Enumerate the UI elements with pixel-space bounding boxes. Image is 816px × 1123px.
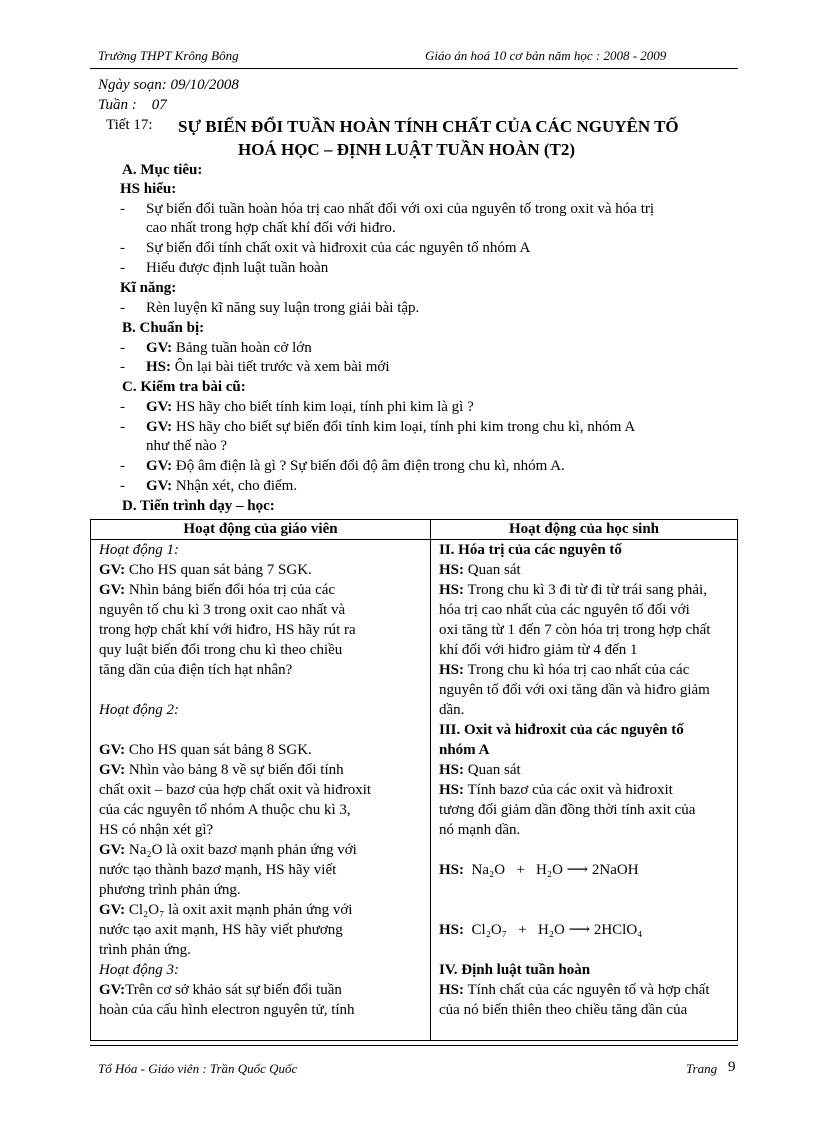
student-line (439, 720, 684, 740)
review-text: HS hãy cho biết sự biến đổi tính kim loại, tính phi kim trong chu kì, nhóm A (175, 419, 636, 435)
teacher-line (99, 780, 371, 800)
objective-2: Sự biến đổi tính chất oxit và hiđroxit của các nguyên tố nhóm A (146, 240, 531, 256)
line-text: Cl₂O₇ là oxit axit mạnh phản ứng với (125, 902, 353, 918)
hs-label: HS: (146, 359, 172, 375)
teacher-line (99, 880, 241, 900)
line-text: Nhìn bảng biến đổi hóa trị của các (125, 582, 336, 598)
student-line (439, 640, 638, 660)
teacher-line (99, 580, 335, 600)
teacher-line (99, 900, 352, 920)
title-line-2: HOÁ HỌC – ĐỊNH LUẬT TUẦN HOÀN (T2) (238, 140, 576, 159)
prep-hs (146, 359, 390, 376)
line-text: tương đối giảm dần đồng thời tính axit của (439, 802, 696, 818)
bold-text: GV: (99, 982, 126, 998)
student-line (439, 980, 710, 1000)
ki-nang: Kĩ năng: (120, 280, 177, 296)
gv-label: GV: (146, 458, 173, 474)
gv-label: GV: (146, 419, 173, 435)
teacher-line (99, 940, 191, 960)
objective-1a: Sự biến đổi tuần hoàn hóa trị cao nhất đối với oxi của nguyên tố trong oxit và hóa trị (146, 201, 655, 217)
teacher-line (99, 860, 336, 880)
line-text: của nó biến thiên theo chiều tăng dần của (439, 1002, 688, 1018)
week (98, 97, 167, 114)
line-text: Cho HS quan sát bảng 7 SGK. (125, 562, 312, 578)
teacher-line (99, 980, 342, 1000)
line-text: phương trình phản ứng. (99, 882, 241, 898)
dash: - (120, 478, 125, 494)
student-line (439, 580, 707, 600)
objective-3: Hiểu được định luật tuần hoàn (146, 260, 329, 276)
header-rule (90, 68, 738, 69)
student-line (439, 560, 521, 580)
review-text: HS hãy cho biết tính kim loại, tính phi kim là gì ? (175, 399, 474, 415)
student-line (439, 820, 520, 840)
hs-label: HS: (439, 582, 465, 598)
teacher-line (99, 600, 345, 620)
bold-text: GV: (99, 582, 126, 598)
activity-table (90, 519, 738, 1041)
line-text: oxi tăng từ 1 đến 7 còn hóa trị trong hợp chất (439, 622, 711, 638)
footer-teacher: Tổ Hóa - Giáo viên : Trần Quốc Quốc (98, 1061, 298, 1076)
student-line (439, 960, 590, 980)
gv-label: GV: (146, 340, 173, 356)
line-text: Cl₂O₇ + H₂O ⟶ 2HClO₄ (464, 922, 643, 938)
page-number: 9 (728, 1059, 736, 1075)
header-course: Giáo án hoá 10 cơ bản năm học : 2008 - 2009 (425, 48, 667, 63)
dash: - (120, 340, 125, 356)
line-text: HS có nhận xét gì? (99, 822, 214, 838)
dash: - (120, 419, 125, 435)
student-line (439, 600, 690, 620)
bold-text: GV: (99, 842, 126, 858)
line-text: Trong chu kì hóa trị cao nhất của các (464, 662, 690, 678)
line-text: tăng dần của điện tích hạt nhân? (99, 662, 293, 678)
teacher-line (99, 760, 344, 780)
line-text: Na₂O + H₂O ⟶ 2NaOH (464, 862, 639, 878)
student-line (439, 680, 710, 700)
hs-hieu: HS hiểu: (120, 181, 177, 197)
student-line (439, 760, 521, 780)
bold-text: GV: (99, 562, 126, 578)
teacher-line (99, 840, 357, 860)
dash: - (120, 399, 125, 415)
teacher-line (99, 700, 179, 720)
week-label: Tuần : (98, 97, 137, 113)
review-2 (146, 419, 635, 436)
student-line (439, 660, 689, 680)
line-text: Cho HS quan sát bảng 8 SGK. (125, 742, 312, 758)
teacher-line (99, 960, 179, 980)
bold-text: IV. Định luật tuần hoàn (439, 962, 591, 978)
teacher-line (99, 800, 351, 820)
review-text: Độ âm điện là gì ? Sự biến đổi độ âm điện trong chu kì, nhóm A. (175, 458, 565, 474)
line-text: dần. (439, 702, 465, 718)
teacher-line (99, 820, 213, 840)
line-text: nước tạo thành bazơ mạnh, HS hãy viết (99, 862, 337, 878)
bold-text: GV: (99, 762, 126, 778)
line-text: hoàn của cấu hình electron nguyên tử, tính (99, 1002, 355, 1018)
student-line (439, 620, 710, 640)
student-line (439, 700, 464, 720)
line-text: Quan sát (464, 562, 521, 578)
dash: - (120, 359, 125, 375)
review-1 (146, 399, 474, 416)
line-text: Tính bazơ của các oxit và hiđroxit (464, 782, 673, 798)
line-text: khí đối với hiđro giảm từ 4 đến 1 (439, 642, 638, 658)
line-text: Tính chất của các nguyên tố và hợp chất (464, 982, 710, 998)
header-school: Trường THPT Krông Bông (98, 48, 239, 63)
section-b: B. Chuẩn bị: (122, 320, 205, 336)
bold-text: II. Hóa trị của các nguyên tố (439, 542, 622, 558)
section-c: C. Kiểm tra bài cũ: (122, 379, 246, 395)
teacher-line (99, 660, 292, 680)
student-line (439, 540, 622, 560)
student-line (439, 800, 695, 820)
student-line (439, 1000, 687, 1020)
hs-label: HS: (439, 862, 465, 878)
teacher-line (99, 560, 312, 580)
dash: - (120, 458, 125, 474)
teacher-cell (91, 540, 431, 1041)
teacher-line (99, 920, 343, 940)
teacher-line (99, 1000, 355, 1020)
gv-label: GV: (146, 478, 173, 494)
title-line-1: SỰ BIẾN ĐỔI TUẦN HOÀN TÍNH CHẤT CỦA CÁC NGUYÊN TỐ (178, 117, 679, 136)
teacher-line (99, 640, 342, 660)
dash: - (120, 240, 125, 256)
prep-date: Ngày soạn: 09/10/2008 (98, 77, 239, 93)
line-text: Quan sát (464, 762, 521, 778)
teacher-line (99, 540, 179, 560)
line-text: Nhìn vào bảng 8 về sự biến đổi tính (125, 762, 344, 778)
student-line (439, 860, 639, 880)
line-text: trong hợp chất khí với hiđro, HS hãy rút ra (99, 622, 356, 638)
hs-label: HS: (439, 782, 465, 798)
line-text: quy luật biến đổi trong chu kì theo chiều (99, 642, 343, 658)
line-text: hóa trị cao nhất của các nguyên tố đối với (439, 602, 690, 618)
section-d: D. Tiến trình dạy – học: (122, 498, 275, 514)
review-4 (146, 478, 297, 495)
col-student: Hoạt động của học sinh (431, 520, 738, 540)
activity-heading: Hoạt động 1: (99, 542, 179, 558)
activity-heading: Hoạt động 2: (99, 702, 179, 718)
section-a: A. Mục tiêu: (122, 162, 203, 178)
bold-text: GV: (99, 742, 126, 758)
hs-label: HS: (439, 662, 465, 678)
footer-rule (90, 1045, 738, 1046)
review-2b: như thế nào ? (146, 438, 228, 454)
line-text: nguyên tố chu kì 3 trong oxit cao nhất và (99, 602, 346, 618)
line-text: của các nguyên tố nhóm A thuộc chu kì 3, (99, 802, 351, 818)
bold-text: III. Oxit và hiđroxit của các nguyên tố (439, 722, 684, 738)
line-text: Na₂O là oxit bazơ mạnh phản ứng với (125, 842, 357, 858)
student-line (439, 780, 673, 800)
student-line (439, 740, 489, 760)
line-text: Trong chu kì 3 đi từ đi từ trái sang phải, (464, 582, 707, 598)
student-line (439, 920, 642, 940)
dash: - (120, 300, 125, 316)
review-3 (146, 458, 565, 475)
lesson-number: Tiết 17: (106, 117, 153, 133)
hs-label: HS: (439, 982, 465, 998)
prep-hs-text: Ôn lại bài tiết trước và xem bài mới (174, 359, 390, 375)
prep-gv-text: Bảng tuần hoàn cở lớn (175, 340, 312, 356)
objective-1b: cao nhất trong hợp chất khí đối với hiđro. (146, 220, 396, 236)
teacher-line (99, 740, 312, 760)
gv-label: GV: (146, 399, 173, 415)
col-teacher: Hoạt động của giáo viên (91, 520, 431, 540)
line-text: nó mạnh dần. (439, 822, 521, 838)
bold-text: GV: (99, 902, 126, 918)
student-cell (431, 540, 738, 1041)
line-text: Trên cơ sở khảo sát sự biến đổi tuần (125, 982, 342, 998)
hs-label: HS: (439, 762, 465, 778)
dash: - (120, 201, 125, 217)
activity-heading: Hoạt động 3: (99, 962, 179, 978)
bold-text: nhóm A (439, 742, 490, 758)
hs-label: HS: (439, 562, 465, 578)
week-value: 07 (151, 97, 167, 113)
line-text: nước tạo axit mạnh, HS hãy viết phương (99, 922, 343, 938)
hs-label: HS: (439, 922, 465, 938)
teacher-line (99, 620, 356, 640)
line-text: trình phản ứng. (99, 942, 191, 958)
line-text: chất oxit – bazơ của hợp chất oxit và hiđroxit (99, 782, 372, 798)
review-text: Nhận xét, cho điểm. (175, 478, 298, 494)
skill-item: Rèn luyện kĩ năng suy luận trong giải bài tập. (146, 300, 420, 316)
prep-gv (146, 340, 312, 357)
footer-page-label: Trang (686, 1061, 718, 1076)
line-text: nguyên tố đối với oxi tăng dần và hiđro giảm (439, 682, 710, 698)
dash: - (120, 260, 125, 276)
